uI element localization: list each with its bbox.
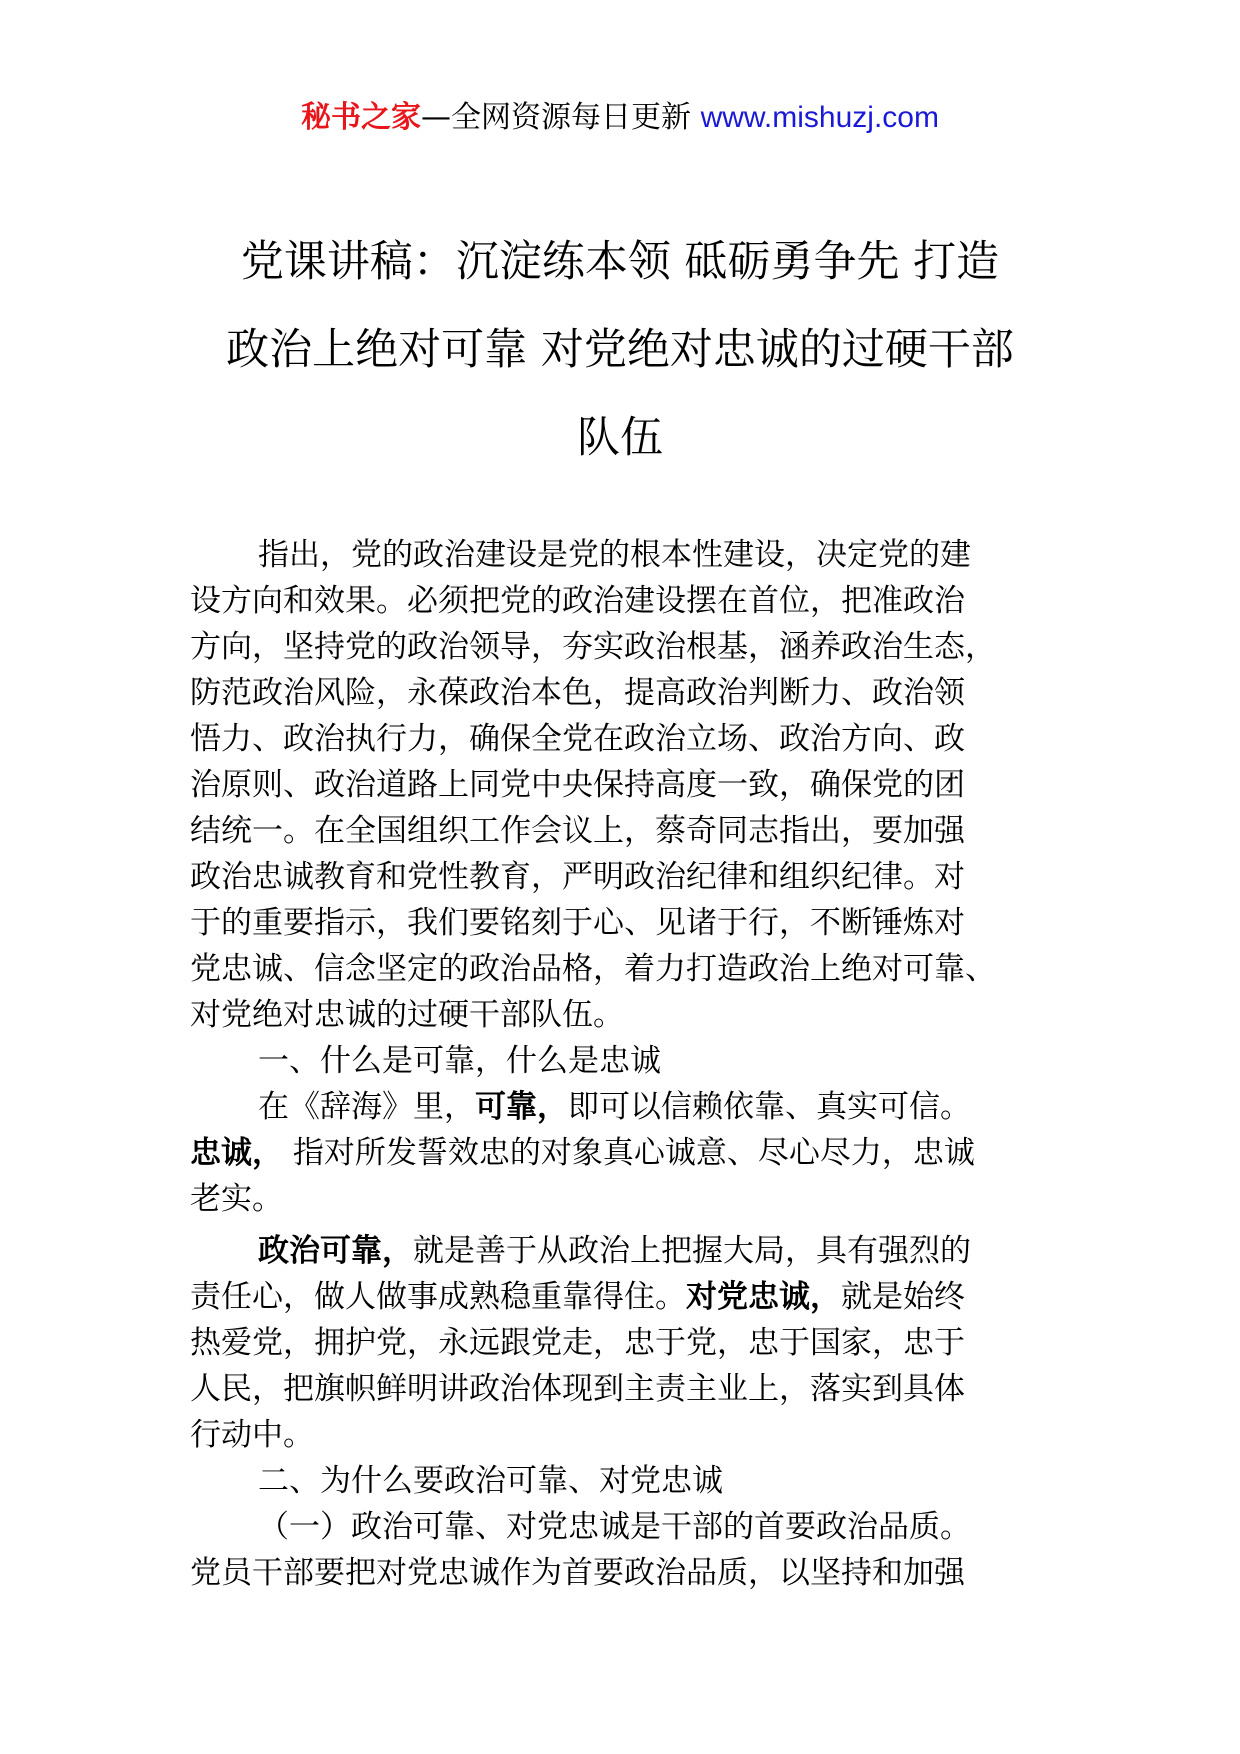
paragraph-line <box>190 1228 1070 1274</box>
paragraph-line: 于的重要指示，我们要铭刻于心、见诸于行，不断锤炼对 <box>190 905 965 941</box>
paragraph-line: （一）政治可靠、对党忠诚是干部的首要政治品质。 <box>258 1509 971 1545</box>
paragraph-line: 方向，坚持党的政治领导，夯实政治根基，涵养政治生态， <box>190 629 996 665</box>
text-run: 就是始终 <box>841 1279 965 1315</box>
paragraph-line: 党忠诚、信念坚定的政治品格，着力打造政治上绝对可靠、 <box>190 951 996 987</box>
text-run: 在《辞海》里， <box>258 1089 475 1125</box>
text-run: 即可以信赖依靠、真实可信。 <box>568 1089 971 1125</box>
paragraph-line: 治原则、政治道路上同党中央保持高度一致，确保党的团 <box>190 767 965 803</box>
paragraph-meaning <box>190 1228 1070 1458</box>
paragraph-line <box>190 1084 1070 1130</box>
bold-term: 可靠， <box>475 1089 568 1125</box>
title-line: 党课讲稿：沉淀练本领 砥砺勇争先 打造 <box>240 237 1000 287</box>
bold-term: 对党忠诚， <box>686 1279 841 1315</box>
document-title <box>190 218 1050 482</box>
paragraph-line: 行动中。 <box>190 1417 314 1453</box>
paragraph-line: 对党绝对忠诚的过硬干部队伍。 <box>190 997 624 1033</box>
paragraph-line <box>190 1130 1070 1176</box>
text-run: 就是善于从政治上把握大局，具有强烈的 <box>413 1233 971 1269</box>
paragraph-line: 结统一。在全国组织工作会议上，蔡奇同志指出，要加强 <box>190 813 965 849</box>
bold-term: 政治可靠， <box>258 1233 413 1269</box>
paragraph-reason-1 <box>190 1504 1070 1596</box>
paragraph-line: 指出，党的政治建设是党的根本性建设，决定党的建 <box>258 537 971 573</box>
text-run: 指对所发誓效忠的对象真心诚意、尽心尽力，忠诚 <box>283 1135 975 1171</box>
paragraph-line: 政治忠诚教育和党性教育，严明政治纪律和组织纪律。对 <box>190 859 965 895</box>
paragraph-line: 防范政治风险，永葆政治本色，提高政治判断力、政治领 <box>190 675 965 711</box>
paragraph-definition <box>190 1084 1070 1222</box>
paragraph-line: 老实。 <box>190 1181 283 1217</box>
section-heading-2: 二、为什么要政治可靠、对党忠诚 <box>258 1463 723 1499</box>
site-tagline: —全网资源每日更新 <box>421 100 701 135</box>
site-brand: 秘书之家 <box>301 100 422 135</box>
text-run: 责任心，做人做事成熟稳重靠得住。 <box>190 1279 686 1315</box>
title-line: 政治上绝对可靠 对党绝对忠诚的过硬干部 <box>226 325 1014 375</box>
site-url-link[interactable]: www.mishuzj.com <box>700 101 939 134</box>
title-line: 队伍 <box>577 413 663 463</box>
document-body <box>190 532 1070 1596</box>
paragraph-line: 人民，把旗帜鲜明讲政治体现到主责主业上，落实到具体 <box>190 1371 965 1407</box>
paragraph-intro <box>190 532 1070 1038</box>
bold-term: 忠诚， <box>190 1135 283 1171</box>
paragraph-line: 热爱党，拥护党，永远跟党走，忠于党，忠于国家，忠于 <box>190 1325 965 1361</box>
section-heading-1: 一、什么是可靠，什么是忠诚 <box>258 1043 661 1079</box>
paragraph-line: 党员干部要把对党忠诚作为首要政治品质，以坚持和加强 <box>190 1555 965 1591</box>
site-header <box>0 98 1240 138</box>
paragraph-line <box>190 1274 1070 1320</box>
paragraph-line: 设方向和效果。必须把党的政治建设摆在首位，把准政治 <box>190 583 965 619</box>
paragraph-line: 悟力、政治执行力，确保全党在政治立场、政治方向、政 <box>190 721 965 757</box>
